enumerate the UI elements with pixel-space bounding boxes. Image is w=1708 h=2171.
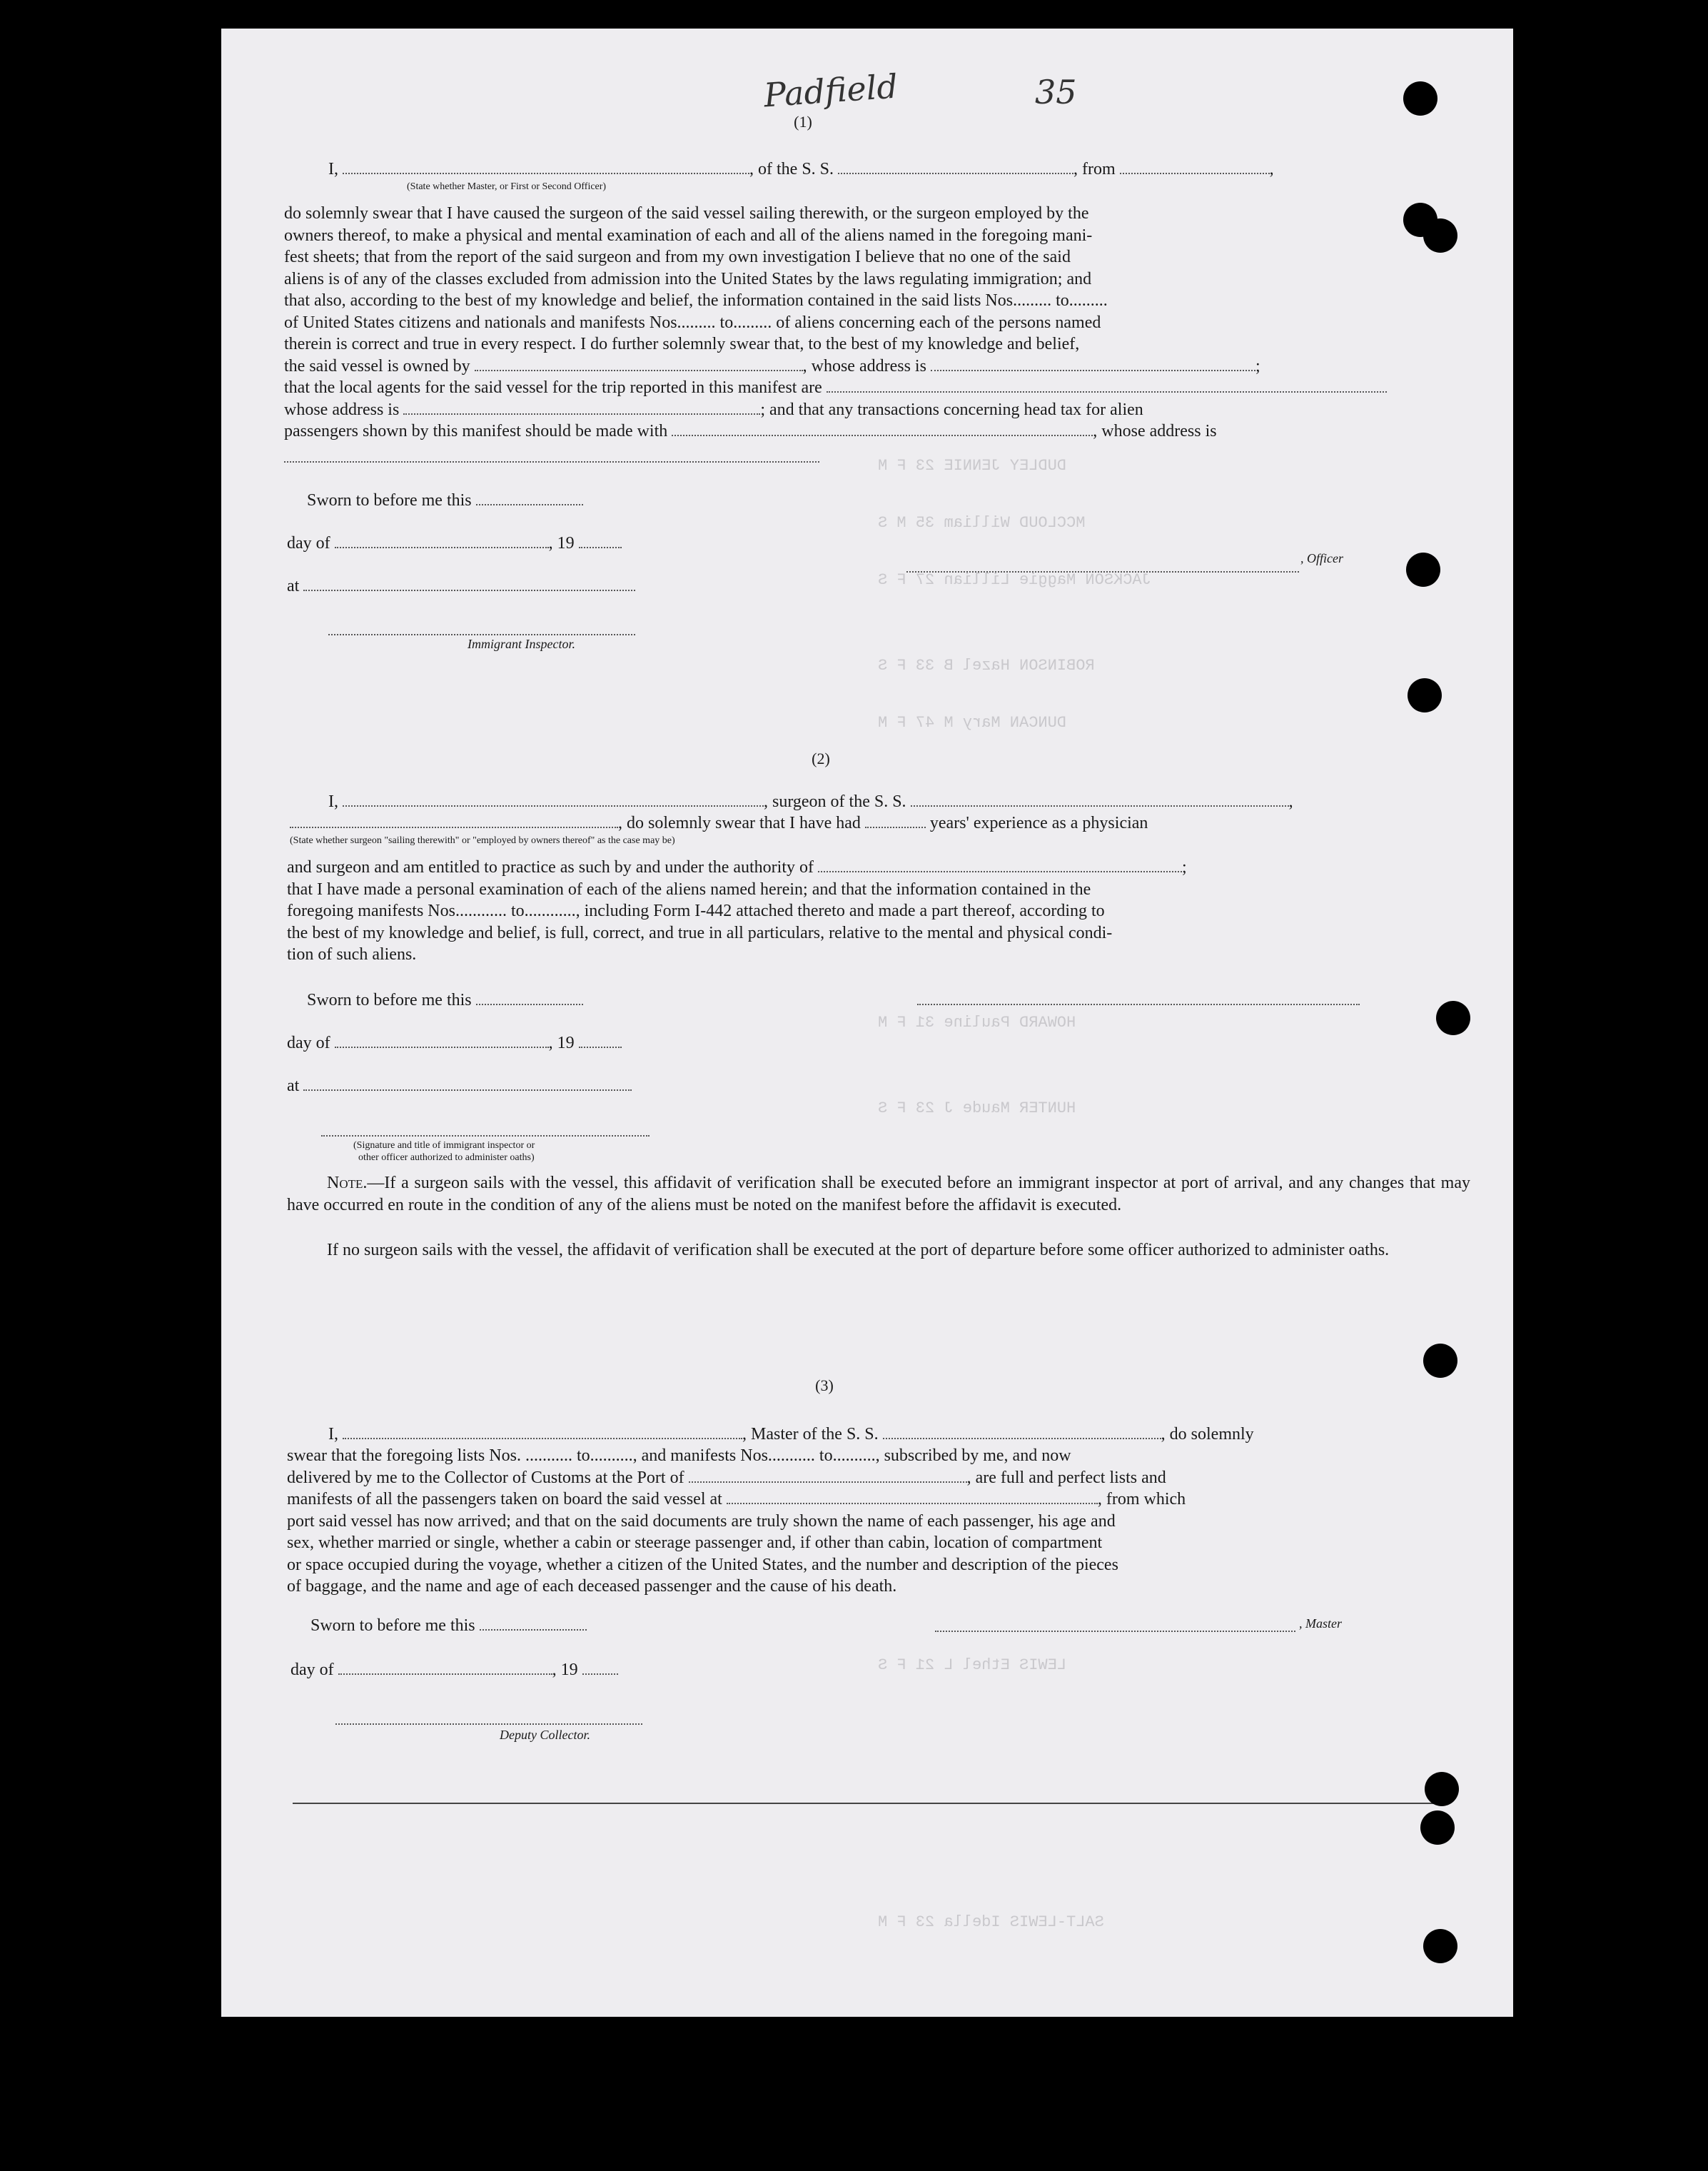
s1-line-1: I, , of the S. S. , from , [328,160,1274,178]
s2-note-surgeon: (State whether surgeon "sailing therewith" or "employed by owners thereof" as the case may be) [290,835,675,846]
s2-sig-line [917,1004,1360,1005]
section-3-heading: (3) [815,1376,834,1394]
s2-note-para-2: If no surgeon sails with the vessel, the affidavit of verification shall be executed at the port of departure before some officer authorized to administer oaths. [327,1241,1390,1259]
s3-day: day of , 19 [290,1659,618,1681]
s1-officer-sig-line [906,571,1299,573]
s1-body: do solemnly swear that I have caused the surgeon of the said vessel sailing therewith, or the surgeon employed by the owners thereof, to make a physical and mental examination of each and all of the aliens named in the foregoing mani- fest sheets; that from the report of the said surgeon and from my own investigation I believe that no one of the said aliens is of any of the classes excluded from admission into the United States by the laws regulating immigration; and that also, according to the best of my knowledge and belief, the information contained in the said lists Nos......... to......... of United States citizens and nationals and manifests Nos......... to......... of aliens concerning each of the persons named therein is correct and true in every respect. I do further solemnly swear that, to the best of my knowledge and belief, the said vessel is owned by , whose address is ; that the local agents for the said vessel for the trip reported in this manifest are whose address is ; and that any transactions concerning head tax for alien passengers shown by this manifest should be made with , whose address is [284,203,1470,443]
punch-hole [1406,553,1440,587]
s2-line-2: , do solemnly swear that I have had years' experience as a physician [290,812,1148,834]
s3-collector-sig-line [335,1723,642,1725]
handwritten-annotation: Padfield [762,66,899,115]
s3-collector-label: Deputy Collector. [500,1728,590,1742]
s1-at: at [287,575,635,597]
s2-inspector-sig-line [321,1135,650,1137]
s1-inspector-sig-line [328,634,635,635]
form-page: DUDLEY JENNIE 23 F M MCCLOUD William 35 M S JACKSON Maggie Lillian 27 F S ROBINSON Hazel B 33 F S DUNCAN Mary M 47 F M HOWARD Pauline 31 F M HUNTER Maude J 23 F S LEWIS Ethel L 21 F S SALT-LEWIS Idella 23 F M Padfield 35 (1) I, , of the S. S. , from , (State whether Master, or First or Second Officer) do solemnly swear that I have caused the surgeon of the said vessel sailing therewith, or the surgeon employed by the owners thereof, to make a physical and mental examination of each and all of the aliens named in the foregoing mani- fest sheets; that from the report of the said surgeon and from my own investigation I believe that no one of the said aliens is of any of the classes excluded from admission into the United States by the laws regulating immigration; and that also, according to the best of my knowledge and belief, the information contained in the said lists Nos......... to......... of United States citizens and nationals and manifests Nos......... to......... of aliens concerning each of the persons named therein is correct and true in every respect. I do further solemnly swear that, to the best of my knowledge and belief, the said vessel is owned by , whose address is ; that the local agents for the said vessel for the trip reported in this manifest are whose address is ; and that any transactions concerning head tax for alien passengers shown by this manifest should be made with , whose address is Sworn to before me this day of , 19 at , Officer Immigrant Inspector. (2) I, , surgeon of the S. S. , , do solemnly swear that I have had years' experience as a physician (State whether surgeon "sailing therewith" or "employed by owners thereof" as the case may be) and surgeon and am entitled to practice as such by and under the authority of ; that I have made a personal examination of each of the aliens named herein; and that the information contained in the foregoing manifests Nos............ to............, including Form I-442 attached thereto and made a part thereof, according to the best of my knowledge and belief, is full, correct, and true in all particulars, relative to the mental and physical condi- tion of such aliens. Sworn to before me this day of , 19 at (Signature and title of immigrant inspector or other officer authorized to administer oaths) Note.—If a surgeon sails with the vessel, this affidavit of verification shall be executed before an immigrant inspector at port of arrival, and any changes that may have occurred en route in the condition of any of the aliens must be noted on the manifest before the affidavit is executed. If no surgeon sails with the vessel, the affidavit of verification shall be executed at the port of departure before some officer authorized to administer oaths. (3) I, , Master of the S. S. , do solemnly swear that the foregoing lists Nos. ........... to.........., and manifests Nos........... to.........., subscribed by me, and now delivered by me to the Collector of Customs at the Port of , are full and perfect lists and manifests of all the passengers taken on board the said vessel at , from which port said vessel has now arrived; and that on the said documents are truly shown the name of each passenger, his age and sex, whether married or single, whether a cabin or steerage passenger and, if other than cabin, location of compartment or space occupied during the voyage, whether a citizen of the United States, and the number and description of the pieces of baggage, and the name and age of each deceased passenger and the cause of his death. Sworn to before me this , Master day of , 19 Deputy Collector. [221,29,1513,2017]
s2-sig-note-1: (Signature and title of immigrant inspector or [353,1140,535,1151]
s3-line-1: I, , Master of the S. S. , do solemnly [328,1425,1254,1444]
s1-officer-label: , Officer [1300,551,1343,565]
s1-inspector-label: Immigrant Inspector. [468,637,575,651]
s2-at: at [287,1075,632,1097]
s1-day: day of , 19 [287,533,622,554]
handwritten-number: 35 [1035,73,1077,111]
s2-note-para-1: Note.—If a surgeon sails with the vessel, this affidavit of verification shall be executed before an immigrant inspector at port of arrival, and any changes that may have occurred en route in the condition of any of the aliens must be noted on the manifest before the affidavit is executed. [287,1174,1470,1214]
punch-hole [1423,218,1457,253]
s1-sworn: Sworn to before me this [307,490,583,511]
punch-hole [1436,1001,1470,1035]
punch-hole [1425,1772,1459,1806]
s2-day: day of , 19 [287,1032,622,1054]
s1-note-officer: (State whether Master, or First or Second Officer) [407,181,607,192]
s3-body: swear that the foregoing lists Nos. ........... to.........., and manifests Nos........... to.........., subscribed by me, and now delivered by me to the Collector of Customs at the Port of , are full and perfect lists and manifests of all the passengers taken on board the said vessel at , from which port said vessel has now arrived; and that on the said documents are truly shown the name of each passenger, his age and sex, whether married or single, whether a cabin or steerage passenger and, if other than cabin, location of compartment or space occupied during the voyage, whether a citizen of the United States, and the number and description of the pieces of baggage, and the name and age of each deceased passenger and the cause of his death. [287,1446,1186,1596]
punch-hole [1420,1810,1455,1845]
s2-sig-note-2: other officer authorized to administer oaths) [358,1152,535,1163]
section-2-heading: (2) [812,750,830,767]
punch-hole [1423,1929,1457,1963]
s2-sworn: Sworn to before me this [307,989,583,1011]
s1-blank-address [284,461,819,463]
punch-hole [1403,81,1437,116]
punch-hole [1408,678,1442,712]
s3-sworn: Sworn to before me this [310,1615,587,1636]
s2-body: and surgeon and am entitled to practice as such by and under the authority of ; that I have made a personal examination of each of the aliens named herein; and that the information contained in the foregoing manifests Nos............ to............, including Form I-442 attached thereto and made a part thereof, according to the best of my knowledge and belief, is full, correct, and true in all particulars, relative to the mental and physical condi- tion of such aliens. [287,858,1187,964]
s2-line-1: I, , surgeon of the S. S. , [328,792,1293,811]
section-1-heading: (1) [794,113,812,131]
punch-hole [1423,1344,1457,1378]
s3-master-sig-line [935,1631,1295,1632]
s3-master-label: , Master [1299,1616,1342,1631]
footer-rule [293,1803,1435,1804]
